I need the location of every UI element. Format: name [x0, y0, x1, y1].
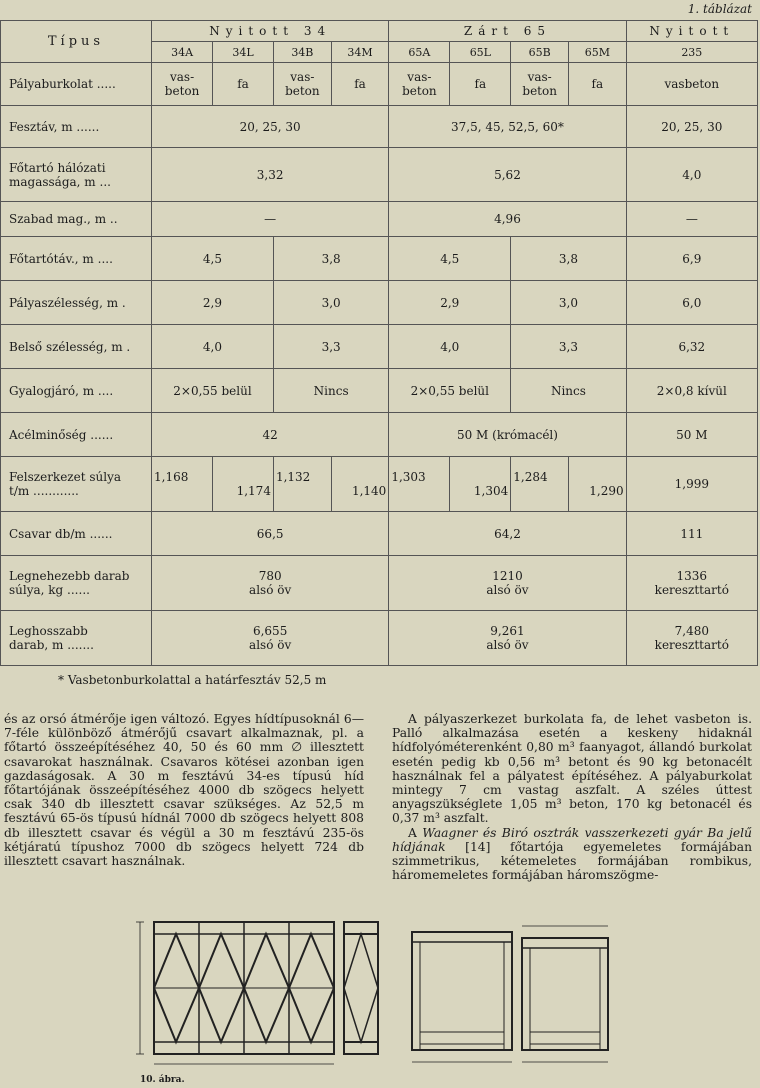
- table-cell: —: [152, 202, 389, 237]
- header-tipus: Típus: [1, 21, 152, 63]
- table-cell: 4,0: [389, 325, 511, 369]
- paragraph: A pályaszerkezet burkolata fa, de lehet vasbeton is. Palló alkalmazása esetén a keskeny hidaknál hídfolyóméterenként 0,80 m³ faanyagot, állandó burkolat esetén pedig kb 0,56 m³ betont és 90 kg betonacélt használnak fel a pályatest építéséhez. A pályaburkolat mintegy 7 cm vastag aszfalt. A széles úttest anyagszükséglete 1,05 m³ beton, 170 kg betonacél és 0,37 m³ aszfalt.: [392, 712, 752, 826]
- table-cell: 2×0,8 kívül: [626, 369, 757, 413]
- row-label: Felszerkezet súlya t/m ............: [1, 457, 152, 512]
- header-type: 235: [626, 42, 757, 63]
- header-type: 65L: [450, 42, 511, 63]
- text-column-left: [4, 712, 364, 868]
- table-cell: 1,168: [152, 457, 213, 512]
- table-cell: 3,32: [152, 148, 389, 202]
- table-cell: 4,0: [626, 148, 757, 202]
- table-cell: 111: [626, 512, 757, 556]
- table-cell: vas- beton: [511, 63, 569, 106]
- header-group-closed-65: Zárt 65: [389, 21, 626, 42]
- table-cell: 20, 25, 30: [152, 106, 389, 148]
- spec-table: [0, 20, 758, 666]
- table-row: [1, 556, 758, 611]
- table-cell: 1,999: [626, 457, 757, 512]
- figure-caption: 10. ábra.: [140, 1075, 185, 1085]
- table-footnote: * Vasbetonburkolattal a határfesztáv 52,5 m: [58, 673, 327, 687]
- bridge-drawing: [130, 914, 630, 1074]
- table-cell: 20, 25, 30: [626, 106, 757, 148]
- table-cell: 7,480 kereszttartó: [626, 611, 757, 666]
- table-cell: 50 M (krómacél): [389, 413, 626, 457]
- table-row: [1, 148, 758, 202]
- table-row: [1, 369, 758, 413]
- table-row: [1, 413, 758, 457]
- table-cell: 4,5: [389, 237, 511, 281]
- header-type: 34A: [152, 42, 213, 63]
- table-cell: 1336 kereszttartó: [626, 556, 757, 611]
- table-cell: 1,303: [389, 457, 450, 512]
- row-label: Főtartó hálózati magassága, m ...: [1, 148, 152, 202]
- table-cell: 2×0,55 belül: [389, 369, 511, 413]
- table-cell: 1,290: [569, 457, 627, 512]
- table-cell: —: [626, 202, 757, 237]
- table-row: [1, 202, 758, 237]
- row-label: Acélminőség ......: [1, 413, 152, 457]
- table-cell: fa: [569, 63, 627, 106]
- table-row: [1, 237, 758, 281]
- table-row: [1, 457, 758, 512]
- table-cell: Nincs: [273, 369, 388, 413]
- table-cell: 64,2: [389, 512, 626, 556]
- table-row: [1, 512, 758, 556]
- table-cell: 1,284: [511, 457, 569, 512]
- table-row: [1, 63, 758, 106]
- row-label: Belső szélesség, m .: [1, 325, 152, 369]
- header-type: 34L: [213, 42, 274, 63]
- table-cell: 66,5: [152, 512, 389, 556]
- table-cell: 2,9: [152, 281, 274, 325]
- row-label: Fesztáv, m ......: [1, 106, 152, 148]
- table-cell: 6,0: [626, 281, 757, 325]
- table-label: 1. táblázat: [687, 2, 752, 16]
- table-cell: 3,0: [511, 281, 626, 325]
- table-cell: 1,304: [450, 457, 511, 512]
- table-cell: 3,8: [273, 237, 388, 281]
- table-cell: 3,0: [273, 281, 388, 325]
- row-label: Gyalogjáró, m ....: [1, 369, 152, 413]
- table-cell: 3,8: [511, 237, 626, 281]
- table-cell: fa: [213, 63, 274, 106]
- table-cell: 6,32: [626, 325, 757, 369]
- row-label: Pályaszélesség, m .: [1, 281, 152, 325]
- table-cell: 1210 alsó öv: [389, 556, 626, 611]
- paragraph: és az orsó átmérője igen változó. Egyes hídtípusoknál 6—7-féle különböző átmérőjű csavart alkalmaznak, pl. a főtartó összeépítéséhez 40, 50 és 60 mm ∅ illesztett csavarokat használnak. Csavaros kötései azonban igen gazdaságosak. A 30 m fesztávú 34-es típusú híd főtartójának összeépítéséhez 4000 db szögecs helyett csak 340 db illesztett csavar szükséges. Az 52,5 m fesztávú 65-ös típusú hídnál 7000 db szögecs helyett 808 db illesztett csavar és végül a 30 m fesztávú 235-ös kétjáratú típushoz 7000 db szögecs helyett 724 db illesztett csavart használnak.: [4, 712, 364, 869]
- header-type: 34B: [273, 42, 331, 63]
- table-cell: 4,96: [389, 202, 626, 237]
- table-row: [1, 611, 758, 666]
- header-type: 65M: [569, 42, 627, 63]
- row-label: Legnehezebb darab súlya, kg ......: [1, 556, 152, 611]
- table-cell: fa: [450, 63, 511, 106]
- table-cell: 9,261 alsó öv: [389, 611, 626, 666]
- table-cell: 4,0: [152, 325, 274, 369]
- row-label: Leghosszabb darab, m .......: [1, 611, 152, 666]
- row-label: Főtartótáv., m ....: [1, 237, 152, 281]
- table-cell: 3,3: [511, 325, 626, 369]
- header-type: 65A: [389, 42, 450, 63]
- table-cell: 1,174: [213, 457, 274, 512]
- table-cell: 780 alsó öv: [152, 556, 389, 611]
- table-cell: Nincs: [511, 369, 626, 413]
- table-cell: 4,5: [152, 237, 274, 281]
- text-column-right: [392, 712, 752, 882]
- table-cell: 5,62: [389, 148, 626, 202]
- table-cell: 3,3: [273, 325, 388, 369]
- table-cell: 6,9: [626, 237, 757, 281]
- table-cell: 1,132: [273, 457, 331, 512]
- row-label: Csavar db/m ......: [1, 512, 152, 556]
- table-cell: 2×0,55 belül: [152, 369, 274, 413]
- table-cell: vas- beton: [152, 63, 213, 106]
- table-cell: vas- beton: [389, 63, 450, 106]
- table-cell: 37,5, 45, 52,5, 60*: [389, 106, 626, 148]
- row-label: Szabad mag., m ..: [1, 202, 152, 237]
- table-cell: 42: [152, 413, 389, 457]
- table-cell: 50 M: [626, 413, 757, 457]
- row-label: Pályaburkolat .....: [1, 63, 152, 106]
- table-cell: 2,9: [389, 281, 511, 325]
- table-row: [1, 106, 758, 148]
- header-group-open-34: Nyitott 34: [152, 21, 389, 42]
- table-row: [1, 325, 758, 369]
- table-cell: fa: [331, 63, 389, 106]
- header-group-open: Nyitott: [626, 21, 757, 42]
- table-cell: 6,655 alsó öv: [152, 611, 389, 666]
- table-row: [1, 281, 758, 325]
- table-cell: vas- beton: [273, 63, 331, 106]
- table-cell: 1,140: [331, 457, 389, 512]
- paragraph: A Waagner és Biró osztrák vasszerkezeti gyár Ba jelű hídjának [14] főtartója egyemeletes formájában szimmetrikus, kétemeletes formájában rombikus, háromemeletes formájában háromszögme-: [392, 825, 752, 883]
- header-type: 65B: [511, 42, 569, 63]
- header-type: 34M: [331, 42, 389, 63]
- table-cell: vasbeton: [626, 63, 757, 106]
